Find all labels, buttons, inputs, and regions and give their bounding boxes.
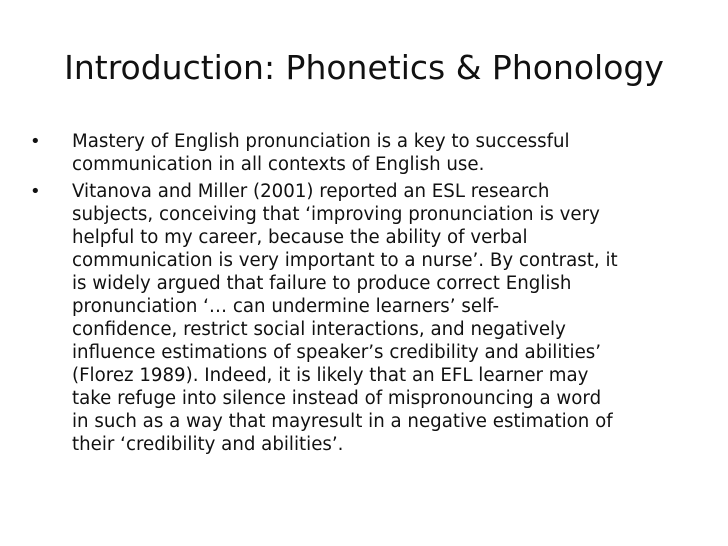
- bullet-dot-icon: •: [30, 131, 41, 152]
- bullet-text-line: helpful to my career, because the ability of verbal: [72, 227, 528, 248]
- bullet-text-line: subjects, conceiving that ‘improving pronunciation is very: [72, 204, 600, 225]
- bullet-text-line: confidence, restrict social interactions, and negatively: [72, 319, 566, 340]
- bullet-list: [30, 130, 700, 460]
- bullet-text-line: Mastery of English pronunciation is a key to successful: [72, 131, 570, 152]
- bullet-text-line: take refuge into silence instead of mispronouncing a word: [72, 388, 602, 409]
- bullet-dot-icon: •: [30, 181, 41, 202]
- bullet-text-line: (Florez 1989). Indeed, it is likely that an EFL learner may: [72, 365, 589, 386]
- bullet-text-line: communication in all contexts of English use.: [72, 154, 485, 175]
- bullet-text-line: Vitanova and Miller (2001) reported an ESL research: [72, 181, 550, 202]
- bullet-text-line: influence estimations of speaker’s credibility and abilities’: [72, 342, 602, 363]
- bullet-item-vitanova-miller: [30, 180, 700, 456]
- bullet-text-line: in such as a way that mayresult in a negative estimation of: [72, 411, 613, 432]
- bullet-text-line: is widely argued that failure to produce correct English: [72, 273, 572, 294]
- bullet-text-line: pronunciation ‘… can undermine learners’ self-: [72, 296, 500, 317]
- slide-title: Introduction: Phonetics & Phonology: [64, 48, 664, 87]
- bullet-text-line: their ‘credibility and abilities’.: [72, 434, 344, 455]
- bullet-text-line: communication is very important to a nurse’. By contrast, it: [72, 250, 618, 271]
- bullet-item-mastery: [30, 130, 700, 176]
